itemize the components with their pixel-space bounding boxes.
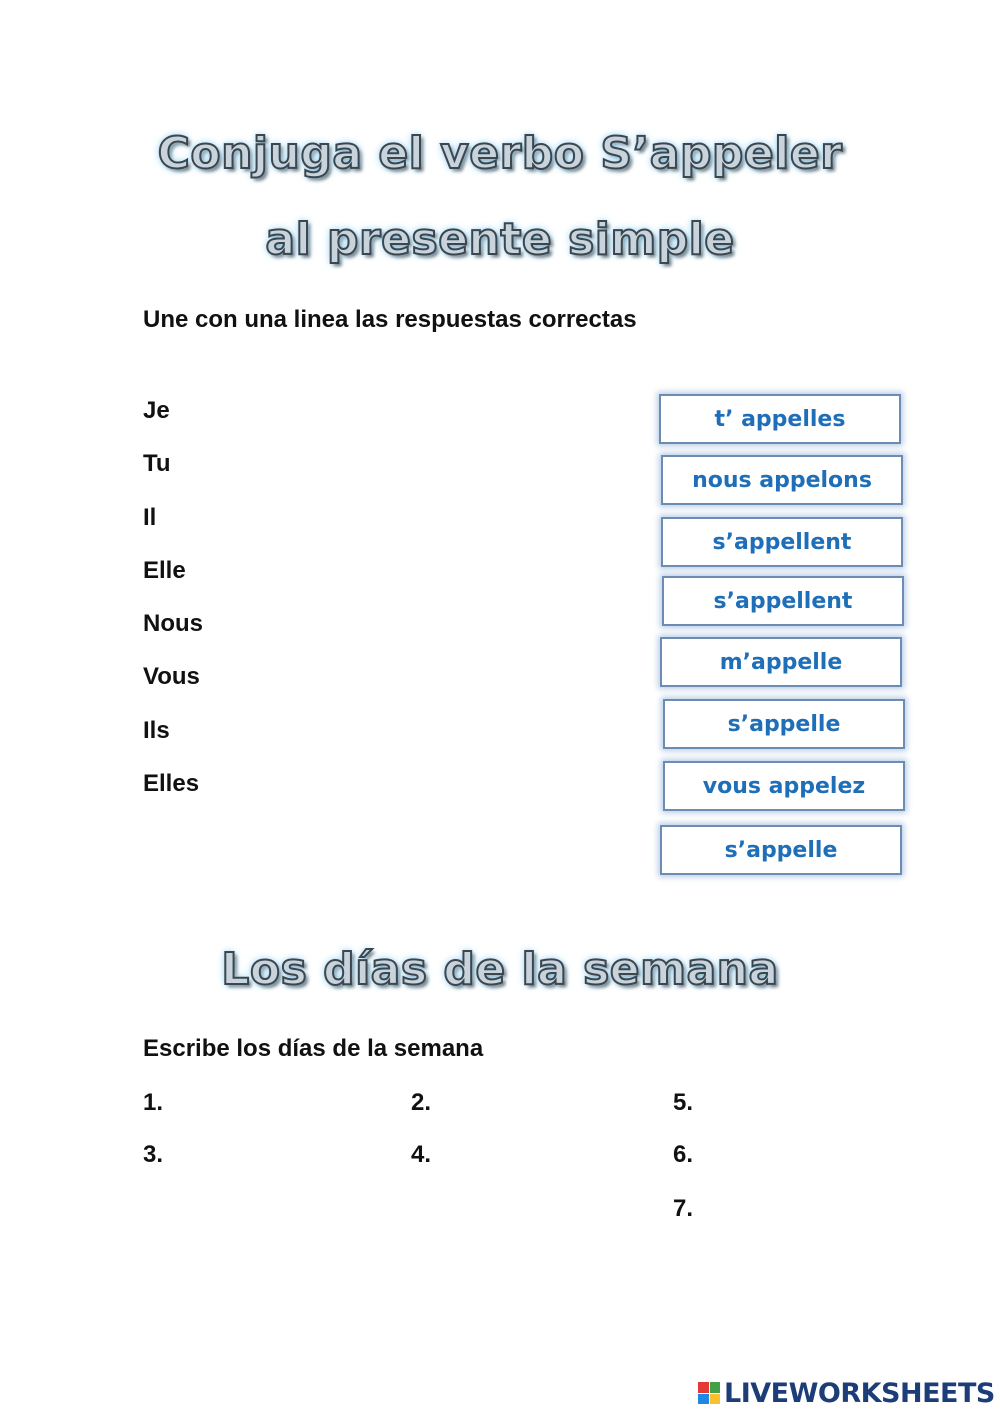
answer-box[interactable]: t’ appelles	[659, 394, 901, 444]
pronoun-nous: Nous	[143, 610, 203, 637]
liveworksheets-logo-icon	[698, 1382, 720, 1404]
day-number-5: 5.	[673, 1089, 694, 1116]
answer-box[interactable]: s’appelle	[660, 825, 902, 875]
section-title-days: Los días de la semana	[221, 944, 779, 995]
pronoun-elles: Elles	[143, 770, 200, 797]
day-number-1: 1.	[143, 1089, 164, 1116]
answer-box[interactable]: vous appelez	[663, 761, 905, 811]
pronoun-je: Je	[143, 397, 170, 424]
answer-box[interactable]: s’appellent	[662, 576, 904, 626]
title-line-1: Conjuga el verbo S’appeler	[157, 128, 843, 179]
pronoun-ils: Ils	[143, 717, 170, 744]
pronoun-vous: Vous	[143, 663, 200, 690]
title-line-2: al presente simple	[265, 214, 735, 265]
answer-box[interactable]: nous appelons	[661, 455, 903, 505]
day-number-6: 6.	[673, 1141, 694, 1168]
logo-text: LIVEWORKSHEETS	[724, 1377, 995, 1409]
day-number-2: 2.	[411, 1089, 432, 1116]
pronoun-il: Il	[143, 504, 157, 531]
day-number-7: 7.	[673, 1195, 694, 1222]
write-instruction: Escribe los días de la semana	[143, 1035, 484, 1062]
pronoun-tu: Tu	[143, 450, 171, 477]
match-instruction: Une con una linea las respuestas correctas	[143, 306, 637, 333]
answer-box[interactable]: m’appelle	[660, 637, 902, 687]
answer-box[interactable]: s’appellent	[661, 517, 903, 567]
liveworksheets-logo	[698, 1376, 995, 1410]
day-number-3: 3.	[143, 1141, 164, 1168]
day-number-4: 4.	[411, 1141, 432, 1168]
answer-box[interactable]: s’appelle	[663, 699, 905, 749]
pronoun-elle: Elle	[143, 557, 186, 584]
